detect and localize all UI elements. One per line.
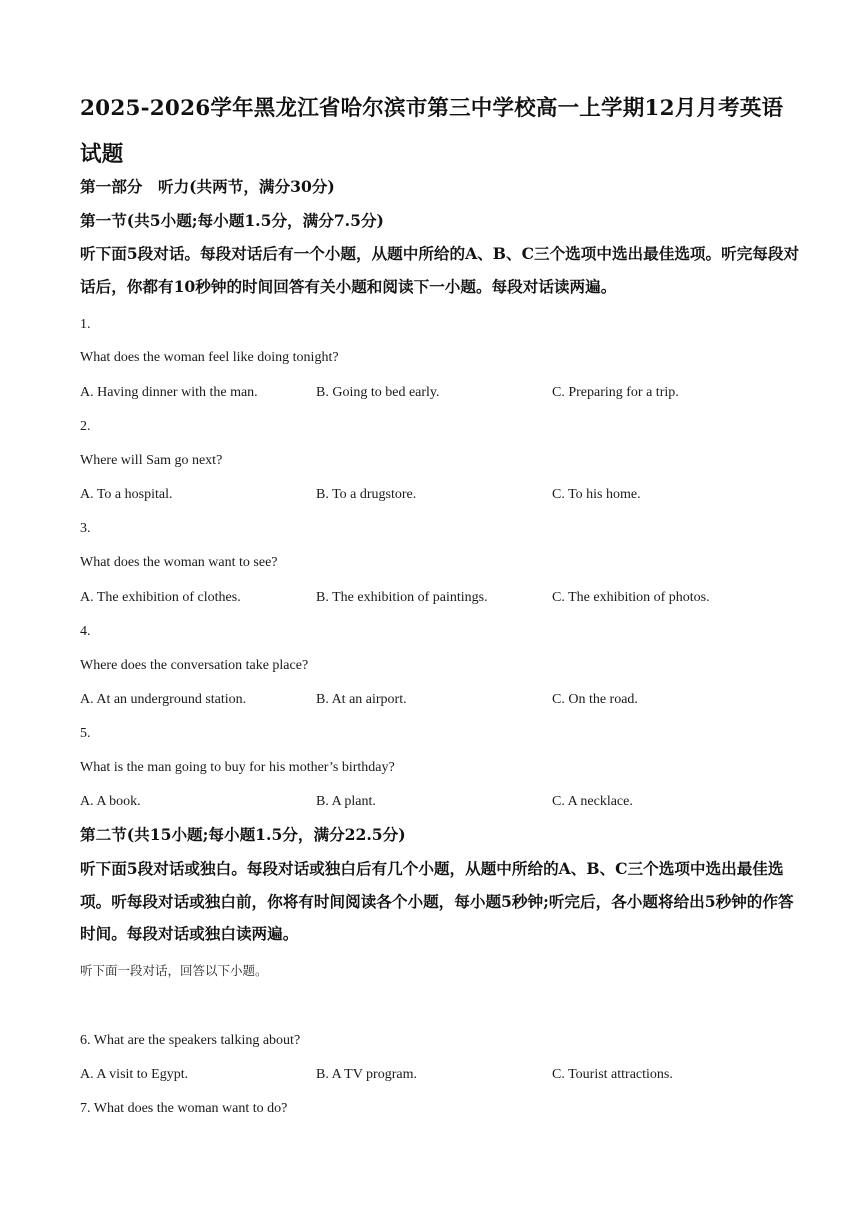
option-a: A. To a hospital. xyxy=(80,487,173,502)
question-number: 2. xyxy=(80,419,91,434)
option-b: B. A TV program. xyxy=(316,1067,417,1082)
question-text: Where will Sam go next? xyxy=(80,453,223,468)
question-text: What is the man going to buy for his mother’s birthday? xyxy=(80,760,395,775)
section1-heading: 第一节(共5小题;每小题1.5分，满分7.5分) xyxy=(80,211,384,230)
question-text: 6. What are the speakers talking about? xyxy=(80,1033,301,1048)
question-text: Where does the conversation take place? xyxy=(80,658,309,673)
option-c: C. Tourist attractions. xyxy=(552,1067,673,1082)
option-c: C. Preparing for a trip. xyxy=(552,385,679,400)
option-a: A. At an underground station. xyxy=(80,692,247,707)
question-number: 4. xyxy=(80,624,91,639)
option-a: A. A visit to Egypt. xyxy=(80,1067,189,1082)
listening-prompt: 听下面一段对话，回答以下小题。 xyxy=(80,963,268,978)
option-a: A. Having dinner with the man. xyxy=(80,385,258,400)
option-c: C. The exhibition of photos. xyxy=(552,590,710,605)
question-text: What does the woman feel like doing tonight? xyxy=(80,350,339,365)
question-number: 1. xyxy=(80,317,91,332)
section2-instructions: 听下面5段对话或独白。每段对话或独白后有几个小题，从题中所给的A、B、C三个选项中选出最佳选项。听每段对话或独白前，你将有时间阅读各个小题，每小题5秒钟;听完后，各小题将给出5秒钟的作答时间。每段对话或独白读两遍。 xyxy=(80,859,794,943)
question-text: What does the woman want to see? xyxy=(80,555,278,570)
section1-instructions: 听下面5段对话。每段对话后有一个小题，从题中所给的A、B、C三个选项中选出最佳选项。听完每段对话后，你都有10秒钟的时间回答有关小题和阅读下一小题。每段对话读两遍。 xyxy=(80,244,800,296)
option-c: C. On the road. xyxy=(552,692,638,707)
option-b: B. A plant. xyxy=(316,794,376,809)
page-title: 2025-2026学年黑龙江省哈尔滨市第三中学校高一上学期12月月考英语试题 xyxy=(80,96,784,167)
question-number: 3. xyxy=(80,521,91,536)
option-c: C. A necklace. xyxy=(552,794,633,809)
option-c: C. To his home. xyxy=(552,487,641,502)
option-a: A. The exhibition of clothes. xyxy=(80,590,241,605)
part1-heading: 第一部分 听力(共两节，满分30分) xyxy=(80,177,335,196)
section2-heading: 第二节(共15小题;每小题1.5分，满分22.5分) xyxy=(80,825,406,844)
option-b: B. The exhibition of paintings. xyxy=(316,590,488,605)
option-b: B. To a drugstore. xyxy=(316,487,417,502)
option-b: B. At an airport. xyxy=(316,692,407,707)
question-text: 7. What does the woman want to do? xyxy=(80,1101,288,1116)
option-b: B. Going to bed early. xyxy=(316,385,440,400)
question-number: 5. xyxy=(80,726,91,741)
option-a: A. A book. xyxy=(80,794,141,809)
